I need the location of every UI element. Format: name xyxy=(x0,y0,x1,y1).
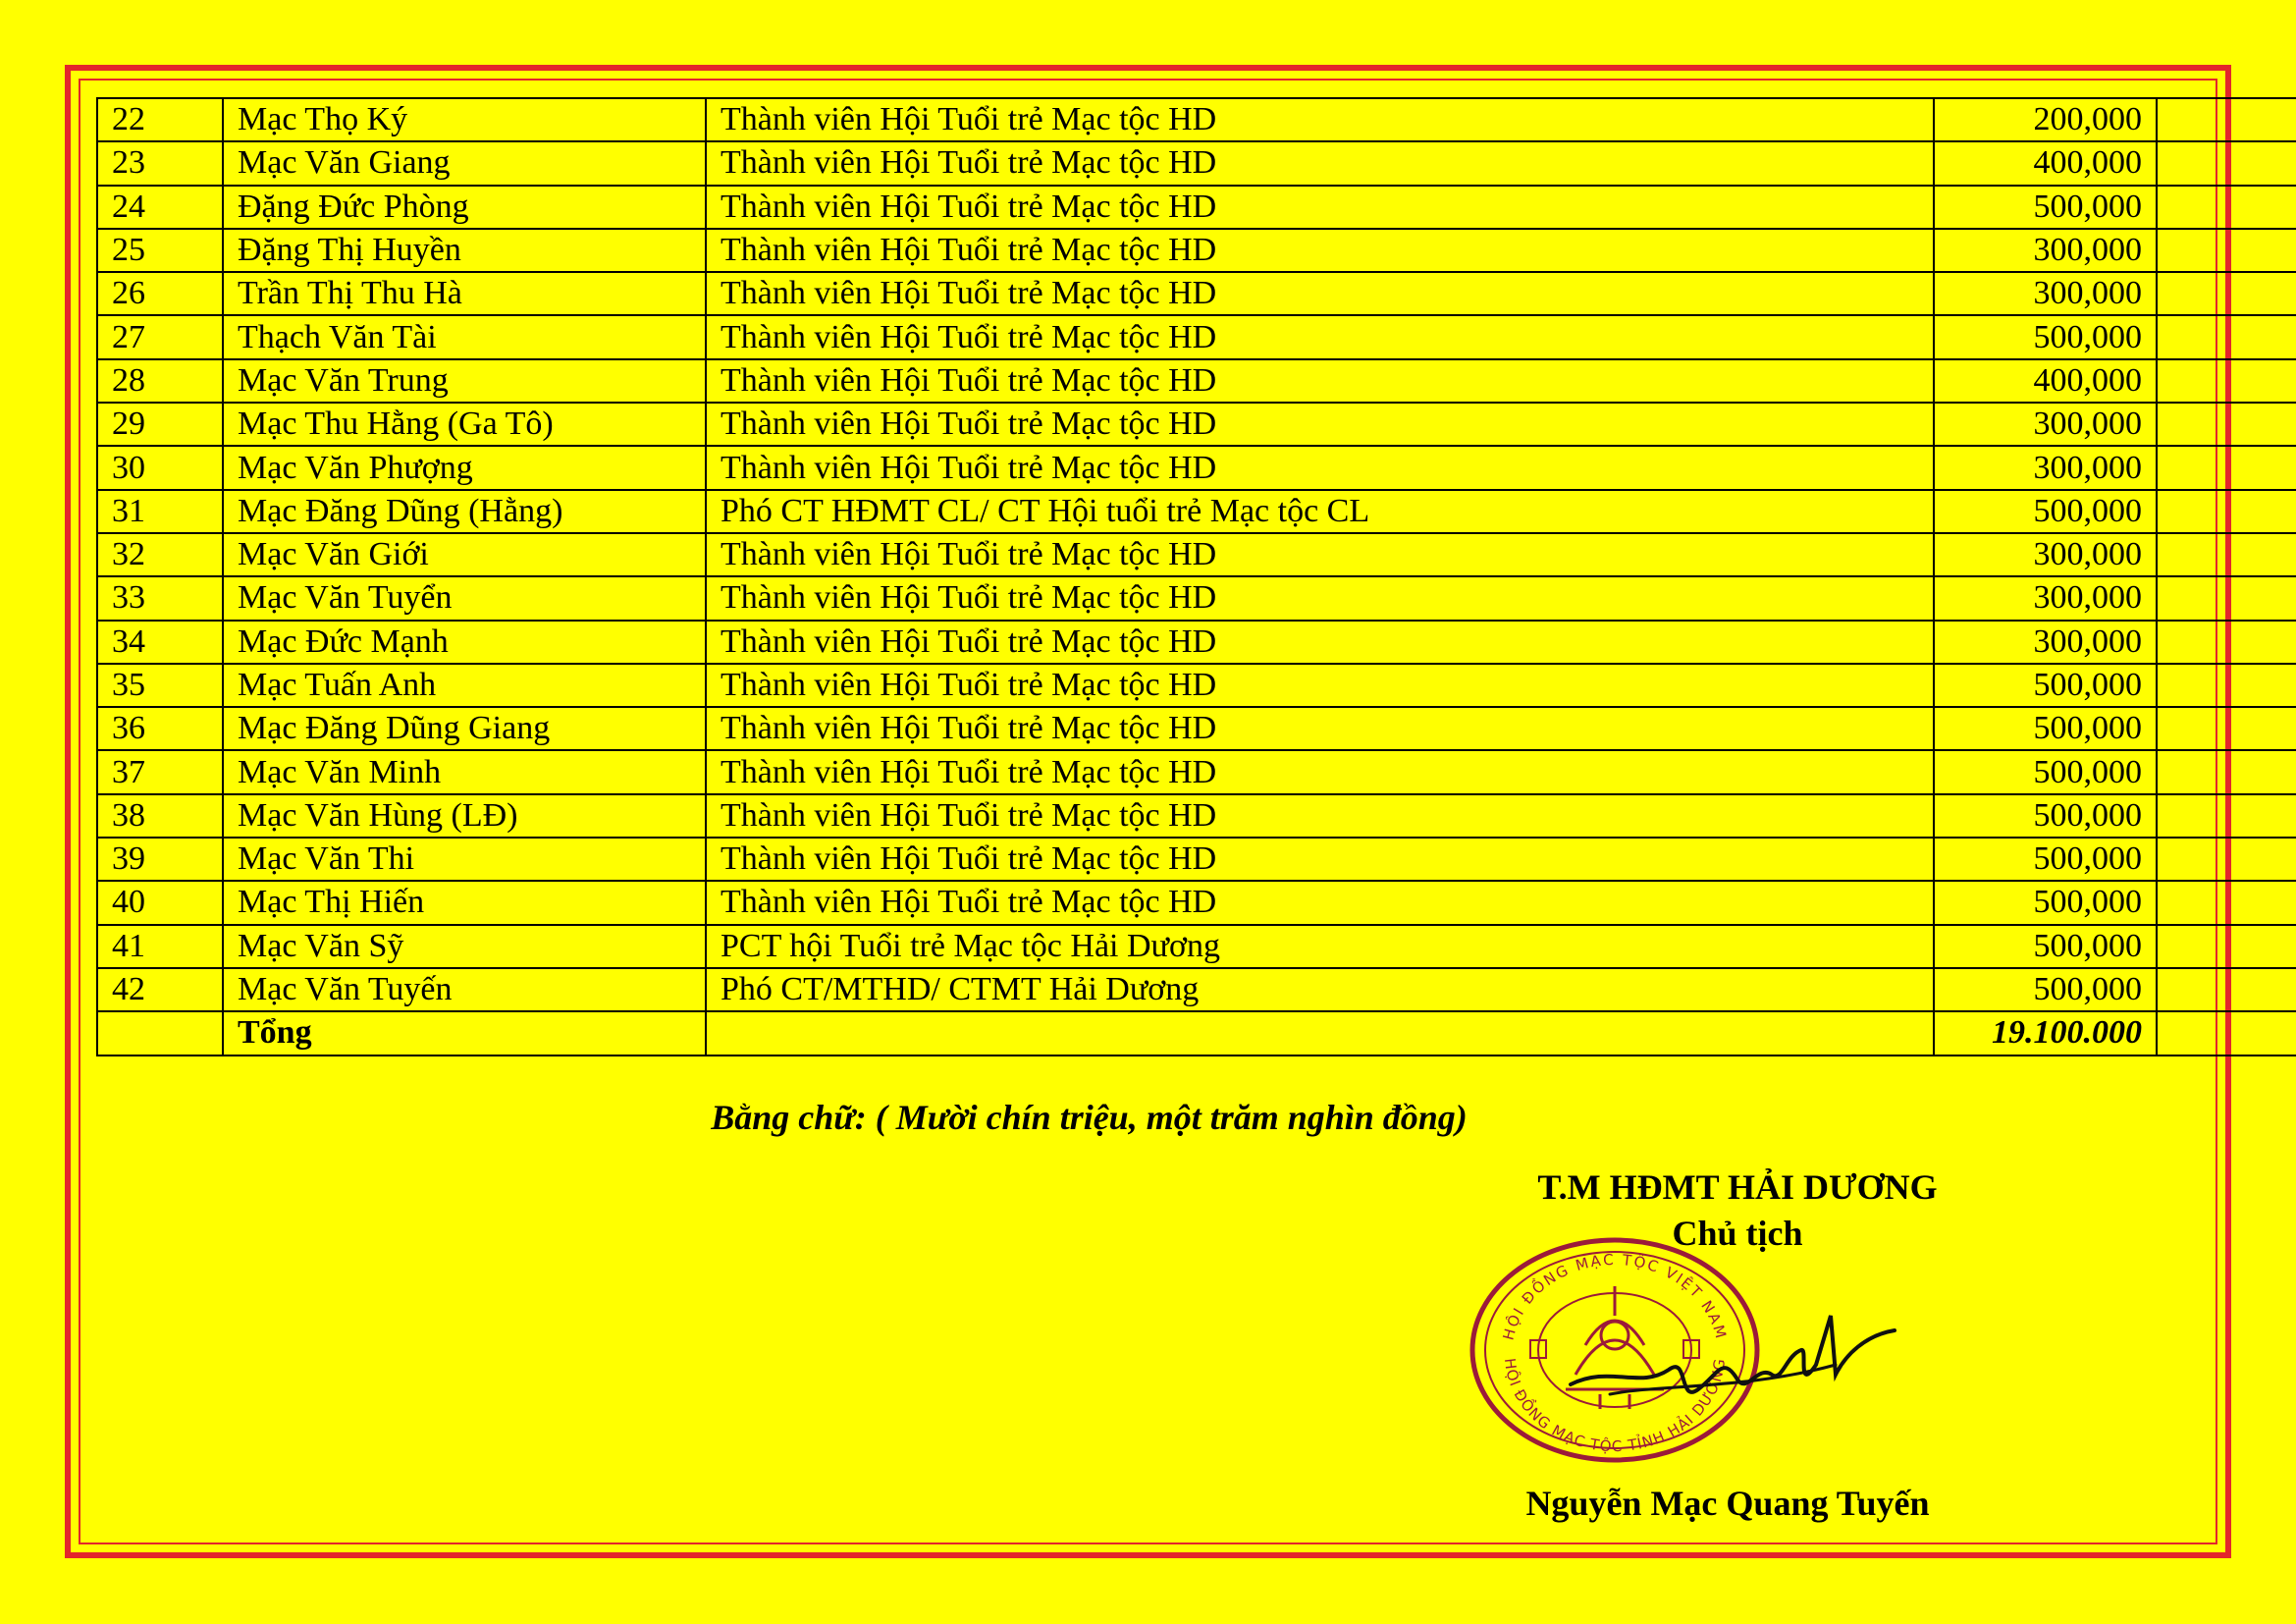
amount-in-words: Bằng chữ: ( Mười chín triệu, một trăm nghìn đồng) xyxy=(711,1098,1468,1137)
table-row xyxy=(97,881,2296,924)
row-note xyxy=(2157,576,2296,620)
member-name: Mạc Văn Tuyến xyxy=(223,968,706,1011)
row-note xyxy=(2157,315,2296,358)
signer-title: Chủ tịch xyxy=(1672,1214,1803,1253)
contribution-amount: 500,000 xyxy=(1934,490,2157,533)
total-role-cell xyxy=(706,1011,1934,1055)
contribution-table xyxy=(96,97,2296,1056)
contribution-amount: 500,000 xyxy=(1934,186,2157,229)
table-row xyxy=(97,141,2296,185)
row-note xyxy=(2157,881,2296,924)
member-name: Đặng Thị Huyền xyxy=(223,229,706,272)
member-role: Phó CT HĐMT CL/ CT Hội tuổi trẻ Mạc tộc CL xyxy=(706,490,1934,533)
row-note xyxy=(2157,968,2296,1011)
member-name: Mạc Văn Hùng (LĐ) xyxy=(223,794,706,838)
table-row xyxy=(97,229,2296,272)
member-role: Thành viên Hội Tuổi trẻ Mạc tộc HD xyxy=(706,838,1934,881)
member-role: Thành viên Hội Tuổi trẻ Mạc tộc HD xyxy=(706,707,1934,750)
row-note xyxy=(2157,838,2296,881)
table-row xyxy=(97,968,2296,1011)
member-role: Phó CT/MTHD/ CTMT Hải Dương xyxy=(706,968,1934,1011)
table-row xyxy=(97,750,2296,793)
member-role: Thành viên Hội Tuổi trẻ Mạc tộc HD xyxy=(706,141,1934,185)
row-note xyxy=(2157,750,2296,793)
table-row xyxy=(97,838,2296,881)
row-note xyxy=(2157,925,2296,968)
row-number: 25 xyxy=(97,229,223,272)
row-note xyxy=(2157,272,2296,315)
row-number: 30 xyxy=(97,446,223,489)
row-note xyxy=(2157,98,2296,141)
member-name: Mạc Thị Hiến xyxy=(223,881,706,924)
row-note xyxy=(2157,707,2296,750)
member-role: Thành viên Hội Tuổi trẻ Mạc tộc HD xyxy=(706,403,1934,446)
row-note xyxy=(2157,229,2296,272)
row-number: 23 xyxy=(97,141,223,185)
row-number: 37 xyxy=(97,750,223,793)
member-name: Mạc Đăng Dũng (Hằng) xyxy=(223,490,706,533)
member-role: Thành viên Hội Tuổi trẻ Mạc tộc HD xyxy=(706,621,1934,664)
contribution-amount: 400,000 xyxy=(1934,359,2157,403)
row-note xyxy=(2157,446,2296,489)
row-note xyxy=(2157,664,2296,707)
member-name: Mạc Thọ Ký xyxy=(223,98,706,141)
table-row xyxy=(97,490,2296,533)
table-row xyxy=(97,707,2296,750)
contribution-amount: 300,000 xyxy=(1934,621,2157,664)
contribution-amount: 500,000 xyxy=(1934,925,2157,968)
row-number: 33 xyxy=(97,576,223,620)
row-note xyxy=(2157,186,2296,229)
row-number: 41 xyxy=(97,925,223,968)
total-note-cell xyxy=(2157,1011,2296,1055)
row-number: 29 xyxy=(97,403,223,446)
member-name: Trần Thị Thu Hà xyxy=(223,272,706,315)
table-row xyxy=(97,272,2296,315)
member-name: Mạc Văn Sỹ xyxy=(223,925,706,968)
table-row xyxy=(97,186,2296,229)
member-name: Mạc Văn Trung xyxy=(223,359,706,403)
row-note xyxy=(2157,533,2296,576)
contribution-amount: 500,000 xyxy=(1934,881,2157,924)
member-name: Mạc Đức Mạnh xyxy=(223,621,706,664)
table-row xyxy=(97,98,2296,141)
member-name: Mạc Văn Phượng xyxy=(223,446,706,489)
row-number: 28 xyxy=(97,359,223,403)
contribution-amount: 500,000 xyxy=(1934,750,2157,793)
member-name: Mạc Văn Tuyển xyxy=(223,576,706,620)
table-row xyxy=(97,403,2296,446)
contribution-amount: 300,000 xyxy=(1934,403,2157,446)
contribution-amount: 500,000 xyxy=(1934,707,2157,750)
row-number: 31 xyxy=(97,490,223,533)
row-note xyxy=(2157,141,2296,185)
contribution-amount: 500,000 xyxy=(1934,794,2157,838)
member-name: Mạc Văn Giới xyxy=(223,533,706,576)
member-name: Mạc Văn Thi xyxy=(223,838,706,881)
member-role: Thành viên Hội Tuổi trẻ Mạc tộc HD xyxy=(706,750,1934,793)
signing-organization: T.M HĐMT HẢI DƯƠNG xyxy=(1537,1167,1938,1207)
member-name: Mạc Thu Hằng (Ga Tô) xyxy=(223,403,706,446)
member-role: Thành viên Hội Tuổi trẻ Mạc tộc HD xyxy=(706,664,1934,707)
seal-text-top: HỘI ĐỒNG MẠC TỘC VIỆT NAM xyxy=(1499,1250,1731,1342)
table-row xyxy=(97,533,2296,576)
row-note xyxy=(2157,621,2296,664)
row-number: 35 xyxy=(97,664,223,707)
row-number: 24 xyxy=(97,186,223,229)
member-name: Mạc Văn Giang xyxy=(223,141,706,185)
table-row xyxy=(97,446,2296,489)
row-number: 27 xyxy=(97,315,223,358)
member-name: Thạch Văn Tài xyxy=(223,315,706,358)
row-number: 38 xyxy=(97,794,223,838)
table-row xyxy=(97,621,2296,664)
contribution-amount: 300,000 xyxy=(1934,576,2157,620)
contribution-amount: 200,000 xyxy=(1934,98,2157,141)
contribution-amount: 500,000 xyxy=(1934,968,2157,1011)
member-role: Thành viên Hội Tuổi trẻ Mạc tộc HD xyxy=(706,576,1934,620)
member-name: Đặng Đức Phòng xyxy=(223,186,706,229)
member-role: Thành viên Hội Tuổi trẻ Mạc tộc HD xyxy=(706,98,1934,141)
contribution-amount: 500,000 xyxy=(1934,664,2157,707)
row-note xyxy=(2157,359,2296,403)
member-role: Thành viên Hội Tuổi trẻ Mạc tộc HD xyxy=(706,533,1934,576)
row-number: 34 xyxy=(97,621,223,664)
contribution-amount: 300,000 xyxy=(1934,533,2157,576)
seal-text-bottom: HỘI ĐỒNG MẠC TỘC TỈNH HẢI DƯƠNG xyxy=(1500,1357,1730,1456)
member-role: Thành viên Hội Tuổi trẻ Mạc tộc HD xyxy=(706,794,1934,838)
table-row xyxy=(97,664,2296,707)
table-row xyxy=(97,315,2296,358)
handwritten-signature xyxy=(1551,1296,1904,1424)
table-row xyxy=(97,359,2296,403)
member-role: PCT hội Tuổi trẻ Mạc tộc Hải Dương xyxy=(706,925,1934,968)
member-role: Thành viên Hội Tuổi trẻ Mạc tộc HD xyxy=(706,446,1934,489)
contribution-amount: 500,000 xyxy=(1934,315,2157,358)
total-row xyxy=(97,1011,2296,1055)
member-role: Thành viên Hội Tuổi trẻ Mạc tộc HD xyxy=(706,229,1934,272)
member-name: Mạc Tuấn Anh xyxy=(223,664,706,707)
member-role: Thành viên Hội Tuổi trẻ Mạc tộc HD xyxy=(706,186,1934,229)
contribution-table-body xyxy=(97,98,2296,1056)
total-label: Tổng xyxy=(223,1011,706,1055)
signer-name: Nguyễn Mạc Quang Tuyến xyxy=(1525,1484,1930,1523)
row-number: 40 xyxy=(97,881,223,924)
member-role: Thành viên Hội Tuổi trẻ Mạc tộc HD xyxy=(706,881,1934,924)
member-role: Thành viên Hội Tuổi trẻ Mạc tộc HD xyxy=(706,359,1934,403)
contribution-amount: 300,000 xyxy=(1934,229,2157,272)
table-row xyxy=(97,576,2296,620)
row-number: 26 xyxy=(97,272,223,315)
table-row xyxy=(97,925,2296,968)
total-amount: 19.100.000 xyxy=(1934,1011,2157,1055)
row-note xyxy=(2157,403,2296,446)
contribution-amount: 500,000 xyxy=(1934,838,2157,881)
contribution-amount: 300,000 xyxy=(1934,446,2157,489)
contribution-amount: 400,000 xyxy=(1934,141,2157,185)
member-name: Mạc Đăng Dũng Giang xyxy=(223,707,706,750)
row-number: 42 xyxy=(97,968,223,1011)
row-number: 32 xyxy=(97,533,223,576)
member-role: Thành viên Hội Tuổi trẻ Mạc tộc HD xyxy=(706,272,1934,315)
row-number: 39 xyxy=(97,838,223,881)
member-role: Thành viên Hội Tuổi trẻ Mạc tộc HD xyxy=(706,315,1934,358)
row-note xyxy=(2157,490,2296,533)
row-note xyxy=(2157,794,2296,838)
table-row xyxy=(97,794,2296,838)
member-name: Mạc Văn Minh xyxy=(223,750,706,793)
total-row-number xyxy=(97,1011,223,1055)
row-number: 22 xyxy=(97,98,223,141)
contribution-amount: 300,000 xyxy=(1934,272,2157,315)
row-number: 36 xyxy=(97,707,223,750)
